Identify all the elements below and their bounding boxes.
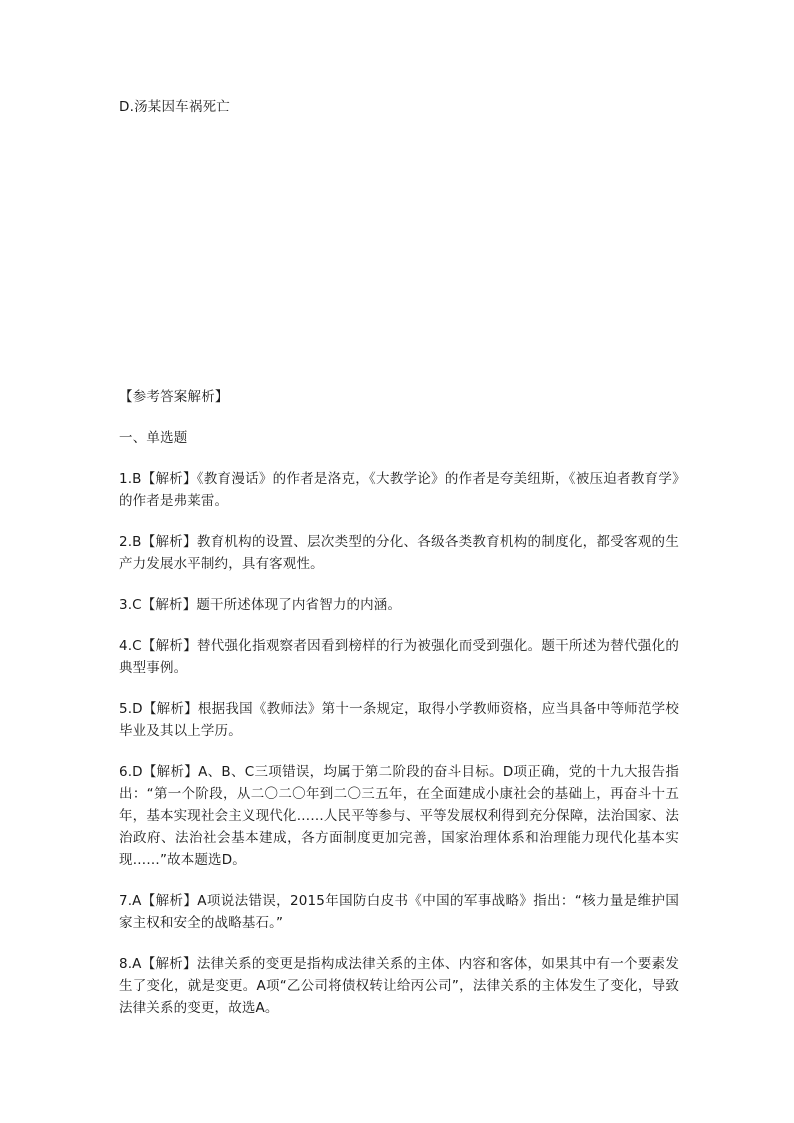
- answer-1: 1.B【解析】《教育漫话》的作者是洛克，《大教学论》的作者是夸美纽斯，《被压迫者教育学》的作者是弗莱雷。: [119, 471, 679, 509]
- answer-6: 6.D【解析】A、B、C三项错误，均属于第二阶段的奋斗目标。D项正确，党的十九大报告指出：“第一个阶段，从二〇二〇年到二〇三五年，在全面建成小康社会的基础上，再奋斗十五年，基本实现社会主义现代化……人民平等参与、平等发展权利得到充分保障，法治国家、法治政府、法治社会基本建成，各方面制度更加完善，国家治理体系和治理能力现代化基本实现……”故本题选D。: [119, 764, 679, 868]
- question-option-d: D.汤某因车祸死亡: [119, 99, 230, 115]
- answer-heading: 【参考答案解析】: [119, 389, 229, 405]
- answer-section: [119, 386, 679, 1038]
- answer-4: 4.C【解析】替代强化指观察者因看到榜样的行为被强化而受到强化。题干所述为替代强化的典型事例。: [119, 638, 679, 676]
- answer-7: 7.A【解析】A项说法错误，2015年国防白皮书《中国的军事战略》指出：“核力量是维护国家主权和安全的战略基石。”: [119, 893, 679, 931]
- section-title: 一、单选题: [119, 430, 188, 446]
- answer-2: 2.B【解析】教育机构的设置、层次类型的分化、各级各类教育机构的制度化，都受客观的生产力发展水平制约，具有客观性。: [119, 534, 679, 572]
- answer-3: 3.C【解析】题干所述体现了内省智力的内涵。: [119, 597, 402, 613]
- answer-5: 5.D【解析】根据我国《教师法》第十一条规定，取得小学教师资格，应当具备中等师范学校毕业及其以上学历。: [119, 701, 679, 739]
- answer-8: 8.A【解析】法律关系的变更是指构成法律关系的主体、内容和客体，如果其中有一个要素发生了变化，就是变更。A项“乙公司将债权转让给丙公司”，法律关系的主体发生了变化，导致法律关系的变更，故选A。: [119, 956, 679, 1016]
